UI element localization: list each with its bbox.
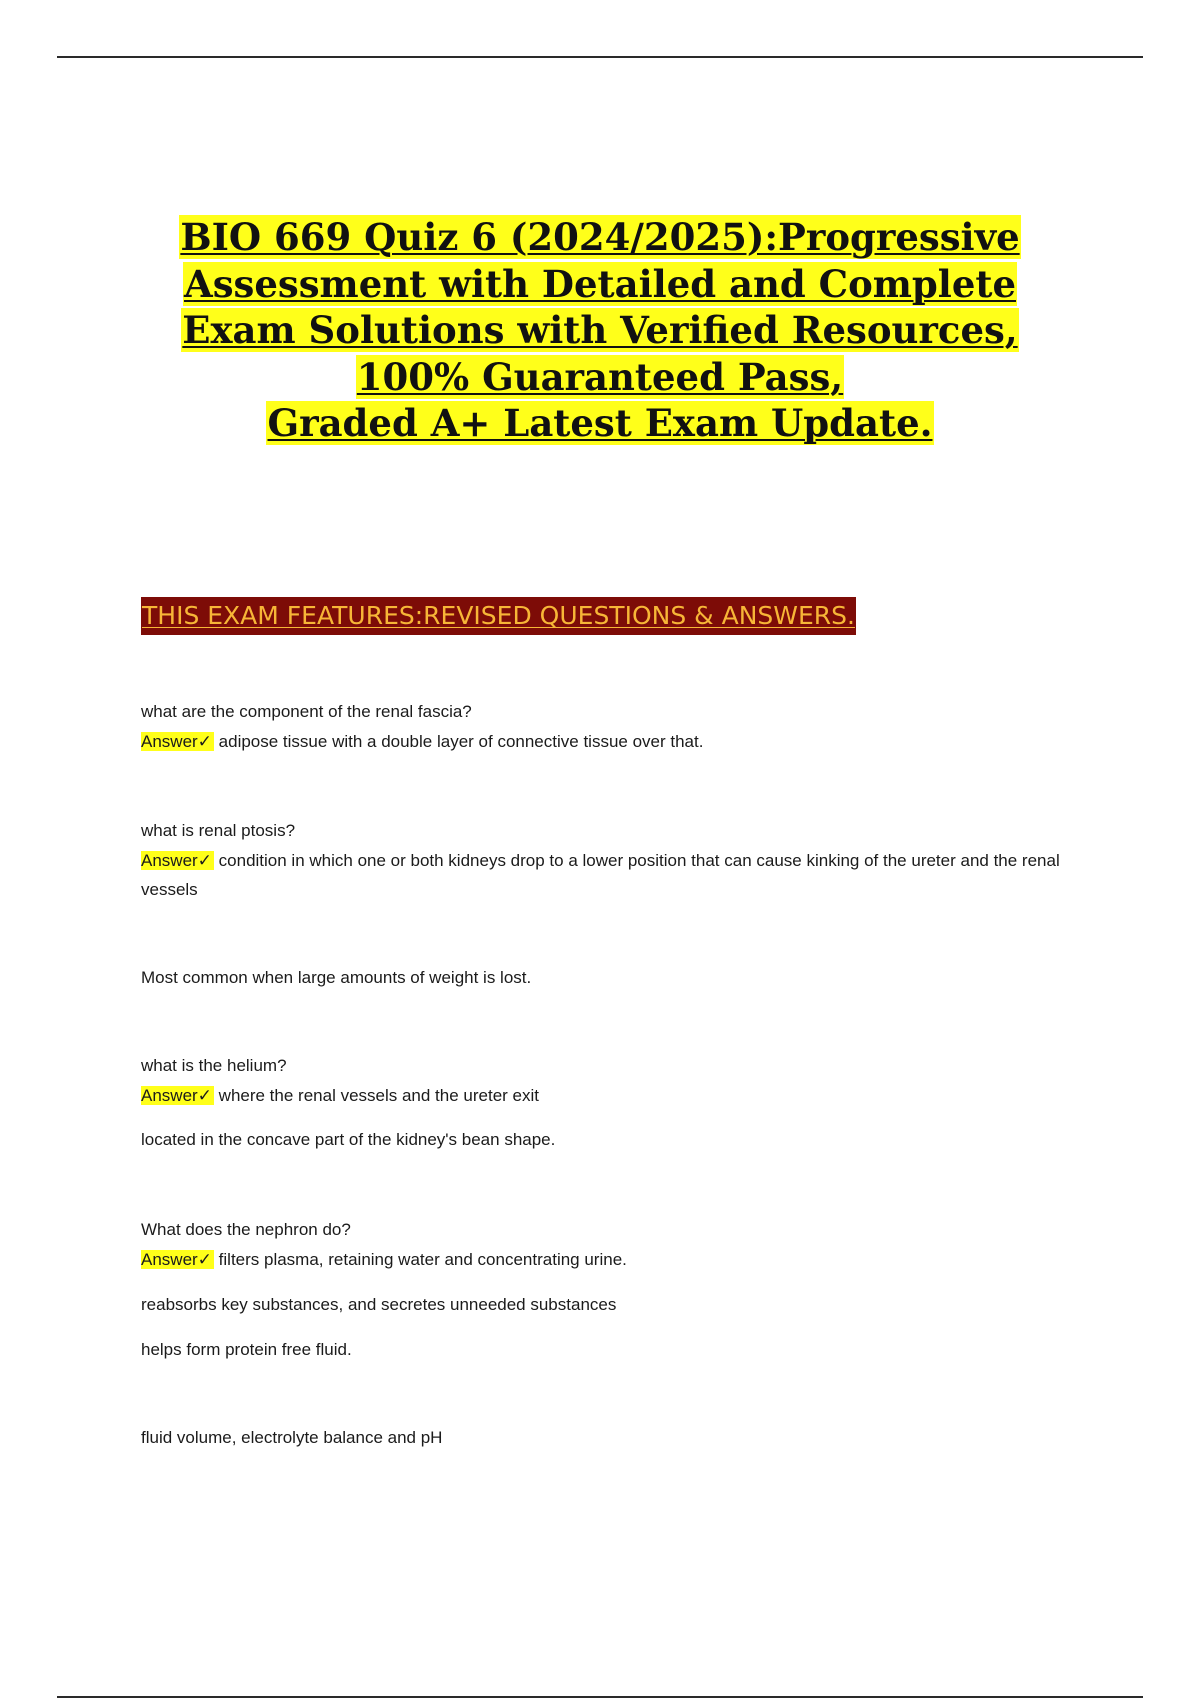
answer-2-note-1: Most common when large amounts of weight is lost.	[141, 968, 532, 987]
answer-2	[141, 846, 1061, 904]
title-line-1: BIO 669 Quiz 6 (2024/2025):Progressive	[180, 215, 1020, 259]
answer-2-text: condition in which one or both kidneys drop to a lower position that can cause kinking of the ureter and the renal vessels	[141, 851, 1060, 899]
question-3: what is the helium?	[141, 1056, 287, 1075]
answer-4-note-1: reabsorbs key substances, and secretes unneeded substances	[141, 1295, 617, 1314]
answer-label: Answer✓	[141, 732, 212, 751]
answer-4-text: filters plasma, retaining water and concentrating urine.	[213, 1250, 627, 1269]
answer-3-note-1: located in the concave part of the kidney's bean shape.	[141, 1130, 556, 1149]
question-4: What does the nephron do?	[141, 1220, 351, 1239]
question-2: what is renal ptosis?	[141, 821, 296, 840]
question-1: what are the component of the renal fascia?	[141, 702, 472, 721]
title-line-4: 100% Guaranteed Pass,	[356, 354, 844, 399]
bottom-rule	[57, 1696, 1143, 1698]
answer-3-text: where the renal vessels and the ureter exit	[213, 1086, 540, 1105]
answer-label: Answer✓	[141, 851, 212, 870]
answer-label: Answer✓	[141, 1086, 212, 1105]
answer-3	[141, 1081, 539, 1110]
answer-4	[141, 1245, 627, 1274]
answer-label: Answer✓	[141, 1250, 212, 1269]
features-banner: THIS EXAM FEATURES:REVISED QUESTIONS & ANSWERS.	[141, 597, 856, 635]
title-line-2: Assessment with Detailed and Complete	[183, 261, 1016, 306]
top-rule	[57, 56, 1143, 58]
answer-4-note-2: helps form protein free fluid.	[141, 1340, 352, 1359]
document-title	[0, 214, 1200, 447]
answer-1	[141, 727, 703, 756]
title-line-5: Graded A+ Latest Exam Update.	[267, 401, 933, 445]
title-line-3: Exam Solutions with Verified Resources,	[182, 308, 1018, 352]
answer-1-text: adipose tissue with a double layer of connective tissue over that.	[213, 732, 704, 751]
answer-4-note-3: fluid volume, electrolyte balance and pH	[141, 1428, 443, 1447]
